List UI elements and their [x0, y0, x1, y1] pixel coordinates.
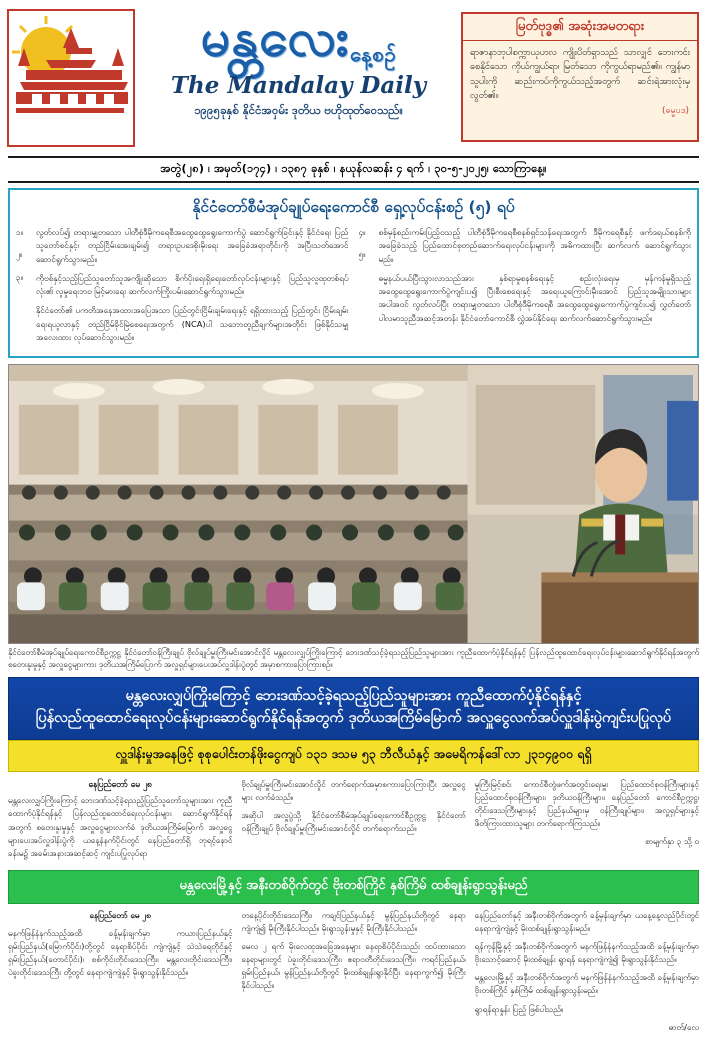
masthead-title-en: The Mandalay Daily: [170, 72, 427, 99]
roadmap-number: ၅။: [358, 249, 366, 260]
masthead: [6, 4, 701, 154]
palace-sun-logo-icon: [6, 8, 136, 148]
roadmap-number: ၂။: [16, 249, 23, 260]
roadmap-item: လွတ်လပ်၍ တရားမျှတသော ပါတီစုံဒီမိုကရေစီအထွေထွေရွေးကောက်ပွဲ ဆောင်ရွက်ခြင်းနှင့် နိုင်ငံရေး ပြည်သူတော်စင်နှင့်၊ တည်ငြိမ်းအေးချမ်း၍ တရားဥပဒေစိုးမိုးရေး အခြေခံအရာတိုင်းကို အပြီးသတ်အောင် ဆောင်ရွက်သွားမည်။: [36, 227, 349, 264]
weather-body: [8, 909, 699, 1039]
five-point-roadmap-box: [8, 188, 699, 358]
article-continuation: စာမျက်နှာ ၃ သို့ ၀: [645, 836, 699, 847]
headline-banner-line1: မန္တလေးလျှပ်ကြိုးကြောင့် ဘေးဒဏ်သင့်ခဲ့ရသည့်ပြည်သူများအား ကူညီထောက်ပံ့နိုင်ရန်နှင့်: [125, 688, 582, 705]
roadmap-left-numbers: [16, 226, 30, 350]
newspaper-logo: [6, 8, 136, 148]
masthead-title-mm-small: နေ့စဉ်: [350, 42, 397, 66]
roadmap-number: ၁။: [16, 227, 24, 237]
five-point-columns: [16, 226, 691, 350]
weather-dateline: နေပြည်တော် မေ ၂၈: [89, 909, 151, 920]
weather-paragraph: ရွာရန်ရာနှုန်း ပြည့် ဖြစ်ပါသည်။: [474, 1003, 564, 1014]
article-column-3: [475, 778, 699, 865]
weather-paragraph: မနက်ဖြန်နံနက်သည့်အထိ ခန့်မှန်းချက်မှာ ကယားပြည်နယ်နှင့် ရှမ်းပြည်နယ်(မြောက်ပိုင်း)တို့တွင် နေရာစိပ်ပိုင်း ကျဲကျဲနှင့် သဲသဲရေတိုင်နှင့် ရှမ်းပြည်နယ်(တောင်ပိုင်း)၊ စစ်ကိုင်းတိုင်းဒေသကြီး၊ မန္တလေးတိုင်းဒေသကြီး၊ ပဲခူးတိုင်းဒေသကြီး တို့တွင် နေရာကျဲကျဲနှင့် မိုးရွာသွန်းနိုင်သည်။: [8, 928, 233, 978]
article-paragraph: အဆိုပါ အလှူပွဲသို့ နိုင်ငံတော်စီမံအုပ်ချုပ်ရေးကောင်စီဥက္ကဋ္ဌ နိုင်ငံတော်ဝန်ကြီးချုပ် ဗိုလ်ချုပ်မှူးကြီးမင်းအောင်လှိုင် တက်ရောက်သည်။: [241, 809, 466, 834]
weather-column-3: [475, 909, 699, 1039]
dhamma-quote-body: ရာဇာနာဘုပါစက္ကာယုဟလ ကျိုးပိတ်ရှာသည် သာလျှင် ဘေးကင်းစေနိုင်သော ကိုယ်ကျွယ်ရာ၊ မြတ်သော ကိုကွယ်ရာမည်၏။ ကျွန်မာသူပါးကို ဆည်းကပ်ကိုကွယ်သည့်အတွက် ဆင်းရဲအားလုံးမှ လွတ်၏။: [470, 47, 690, 101]
roadmap-left-text: [36, 226, 349, 350]
issue-date-bar: အတွဲ(၂၈) ၊ အမှတ်(၁၇၄) ၊ ၁၃၈၇ ခုနှစ် ၊ နယုန်လဆန်း ၄ ရက် ၊ ၃၀-၅-၂၀၂၅၊ သောကြာနေ့။: [8, 156, 699, 183]
article-dateline: နေပြည်တော် မေ ၂၈: [88, 778, 152, 789]
ceremony-photo-illustration: [9, 365, 698, 644]
roadmap-number: ၃။: [16, 271, 24, 282]
roadmap-item: ကိုဗစ်နှင့်သည့်ပြည်သူတော်သူအကျိုးဆိုသော စိက်ပိုးရေးရှိရေးတော်လုပ်ငန်းများနှင့် ပြည်သူလူထုတစ်ရပ်လုံး၏ လူမှုရေးဘဝ မြင့်မားရေး ဆက်လက်ကြိုးပမ်းဆောင်ရွက်သွားမည်။: [36, 272, 349, 297]
five-point-roadmap-title: နိုင်ငံတော်စီမံအုပ်ချုပ်ရေးကောင်စီ ရှေ့လုပ်ငန်းစဉ် (၅) ရပ်: [192, 198, 515, 216]
roadmap-item: နိုင်ငံတော်၏ ပကတိအနေအထားအပြေအသာ ပြည်တွင်းငြိမ်းချမ်းရေးနှင့် ရရှိထားသည့် ပြည်တွင်း ငြိမ်းချမ်းရေးရယူလာနှင့် တည်ငြိမ်ခိုင်မြဲစေရေးအတွက် (NCA)ပါ သဘောတူညီချက်များအတိုင်း ဖြစ်နိုင်သမျှ အလေးထား လုပ်ဆောင်သွားမည်။: [36, 305, 349, 342]
title-block: [136, 8, 461, 120]
weather-column-1: [8, 909, 232, 1039]
article-column-2: [241, 778, 465, 865]
weather-paragraph: မန္တလေးမြို့နှင့် အနီးတစ်ဝိုက်အတွက် မနက်ဖြန်နံနက်သည့်အထိ ခန့်မှန်းချက်မှာ ဗိုးတစ်ကြိုင် နှစ်ကြိမ် ထစ်ချုန်းရွာသွန်းမည်။: [474, 972, 699, 996]
weather-paragraph: ရန်ကုန်မြို့နှင့် အနီးတစ်ဝိုက်အတွက် မနက်ဖြန်နံနက်သည့်အထိ ခန့်မှန်းချက်မှာ ဗိုးသောင့်ဆောင့် မိုးထစ်ချုန်း ရွာရန် နေရာကျဲကျဲ၍ မိုးရွာသွန်းနိုင်သည်။: [474, 941, 699, 965]
weather-source: ဓာတ်/လေ: [668, 1021, 699, 1032]
roadmap-number: ၄။: [358, 227, 366, 237]
roadmap-right-numbers: [359, 226, 373, 350]
article-paragraph: မန္တလေးလျှပ်ကြိုးကြောင့် ဘေးဒဏ်သင့်ခဲ့ရသည့်ပြည်သူတော်သူများအား ကူညီထောက်ပံ့နိုင်ရန်နှင့် ပြန်လည်ထူထောင်ရေးလုပ်ငန်းများ ဆောင်ရွက်နိုင်ရန်အတွက် စတေးနူးမှုနှင့် အလှူငွေများလက်ခံ ဒုတိယအကြိမ်မြောက် အလှူငွေများပေးအပ်လှူဒါန်းပွဲကို ယနေ့နံနက်ပိုင်းတွင် နေပြည်တော်ရှိ ဘုရင့်နောင်ခန်းမ၌ အခမ်းအနားအဆင့်ဆင့် ကျင်းပပြုလုပ်ရာ: [8, 795, 233, 858]
dhamma-quote-box: [461, 12, 699, 142]
dhamma-quote-title: မြတ်ဗုဒ္ဓ၏ အဆုံးအမတရား: [463, 14, 697, 41]
weather-paragraph: နေပြည်တော်နှင့် အနီးတစ်ဝိုက်အတွက် ခန့်မှန်းချက်မှာ ယနေ့နေ့လည်ပိုင်းတွင် နေရာကျဲကျဲနှင့် မိုးထစ်ချုန်းရွာသွန်းမည်။: [474, 909, 699, 934]
roadmap-item: စစ်မှန်စည်းကမ်းပြည့်ဝသည့် ပါတီစုံဒီမိုကရေစီစနစ်ရှင်သန်ရေးအတွက် ဒီမိုကရေစီနှင့် ဖက်ဒရယ်စနစ်ကို အခြေခံသည့် ပြည်ထောင်စုတည်ဆောက်ရေးလုပ်ငန်းများကို အဓိကထားပြီး ဆက်လက် ဆောင်ရွက်သွားမည်။: [378, 227, 691, 264]
headline-banner-line2: ပြန်လည်ထူထောင်ရေးလုပ်ငန်းများဆောင်ရွက်နိုင်ရန်အတွက် ဒုတိယအကြိမ်မြောက် အလှူငွေလက်အပ်လှူဒါန်းပွဲကျင်းပပြုလုပ်: [35, 710, 672, 726]
article-column-1: [8, 778, 232, 865]
photo-caption: နိုင်ငံတော်စီမံအုပ်ချုပ်ရေးကောင်စီဥက္ကဋ္ဌ နိုင်ငံတော်ဝန်ကြီးချုပ် ဗိုလ်ချုပ်မှူးကြီးမင်းအောင်လှိုင် မန္တလေးလျှပ်ကြိုးကြောင့် ဘေးဒဏ်သင့်ခဲ့ရသည့်ပြည်သူများအား ကူညီထောက်ပံ့နိုင်ရန်နှင့် ပြန်လည်ထူထောင်ရေးလုပ်ငန်းများဆောင်ရွက်နိုင်ရန်အတွက် စတေးနူးမှုနှင့် အလှူငွေများကား ဒုတိယအကြိမ်ပြောက် အလှူရှင်များပေးအပ်လှူဒါန်းပွဲတွင် အမှာစကားပြောကြားစဉ်။: [8, 648, 699, 670]
article-paragraph: ဗိုလ်ချုပ်မှူးကြီးမင်းအောင်လှိုင် တက်ရောက်အမှာစကားပြောကြားပြီး အလှူငွေများ လက်ခံသည်။: [241, 778, 466, 802]
article-paragraph: မှုကြီးမြင့်စင်၊ ကောင်စီတွဲဖက်အတွင်းရေးမှူး ပြည်ထောင်စုဝန်ကြီးများနှင့် ပြည်ထောင်စုဝန်ကြီးများ၊ ဒုတိယဝန်ကြီးများ၊ နေပြည်တော် ကောင်စီဥက္ကဋ္ဌ၊ တိုင်းဒေသကြီးများနှင့် ပြည်နယ်များမှ ဝန်ကြီးချုပ်များ၊ အလှူရှင်များနှင့် ဖိတ်ကြားထားသူများ တက်ရောက်ကြသည်။: [474, 778, 699, 829]
headline-banner: [8, 677, 699, 740]
weather-column-2: [241, 909, 465, 1039]
weather-headline-banner: မန္တလေးမြို့နှင့် အနီးတစ်ဝိုက်တွင် ဗိုးတစ်ကြိုင် နှစ်ကြိမ် ထစ်ချုန်းရွာသွန်းမည်: [8, 870, 699, 904]
article-body: [8, 778, 699, 865]
dhamma-quote-signature: (ဓမ္မပဒ): [661, 106, 689, 116]
roadmap-right-text: [379, 226, 692, 350]
roadmap-column-right: [359, 226, 692, 350]
masthead-subtitle: ၁၉၉၅ခုနှစ် နိုင်ငံအဝှမ်း ဒုတိယ ဗဟိုထုတ်ဝေသည်။: [194, 103, 403, 117]
masthead-title-mm-main: မန္တလေး: [200, 8, 351, 68]
weather-paragraph: တနေ့ပိုင်းတိုင်းဒေသကြီး၊ ကချင်ပြည်နယ်နှင့် မွန်ပြည်နယ်တို့တွင် နေရာကျဲကျဲ၍ မိုးကြီးနိုင်ပါသည်။ မိုးရွာသွန်းမှုနှင့် မိုးကြီးနိုင်ပါသည်။: [241, 909, 466, 934]
main-photo: [8, 364, 699, 644]
weather-paragraph: မေလ ၂ ရက် မိုးလေထုအခြေအနေများ နေရာစိပ်ပိုင်းသည်း ထပ်ထားသောနေရာများတွင် ပဲခူးတိုင်းဒေသကြီး၊ ဧရာဝတီတိုင်းဒေသကြီး၊ ကရင်ပြည်နယ်၊ ရှမ်းပြည်နယ်၊ မွန်ပြည်နယ်တို့တွင် မိုးထစ်ချုန်းရွာနိုင်ပြီး နေရာကွက်၍ မိုးကြီးနိုင်ပါသည်။: [241, 941, 466, 991]
masthead-title-mm: [136, 8, 461, 68]
roadmap-item: ဓမ္မနယ်ပယ်ပြီးသွားလာသည်အား နှစ်ရာမှုစနစ်ရေးနှင့် စည်းလုံးရေးမှ မှန်ကန်မှုရှိသည့် အထွေထွေရွေးကောက်ပွဲကျင်းပ၍ ပြီးစီးစေရေးနှင့် အရေးယူကြောင်းမှီးအောင် ပြည်သူအမျိုးသားများ အပါအဝင် လွတ်လပ်ပြီး တရားမျှတသော ပါတီစုံဒီမိုကရေစီ အထွေထွေရွေးကောက်ပွဲကျင်းပ၍ လွှတ်တော်ပါလမာသူညီအဆင့်အတန်း နိုင်ငံတော်ကောင်စီ လွှဲအပ်နိုင်ရေး ဆက်လက်ဆောင်ရွက်သွားမည်။: [378, 272, 691, 323]
donation-total-strip: လှူဒါန်းမှုအနေဖြင့် စုစုပေါင်းတန်ဖိုးငွေကျပ် ၁၃၁ ဒသမ ၅၃ ဘီလီယံနှင့် အမေရိကန်ဒေါ်လာ ၂၃၁၄၉၀၀ ရရှိ: [8, 740, 699, 772]
roadmap-column-left: [16, 226, 349, 350]
